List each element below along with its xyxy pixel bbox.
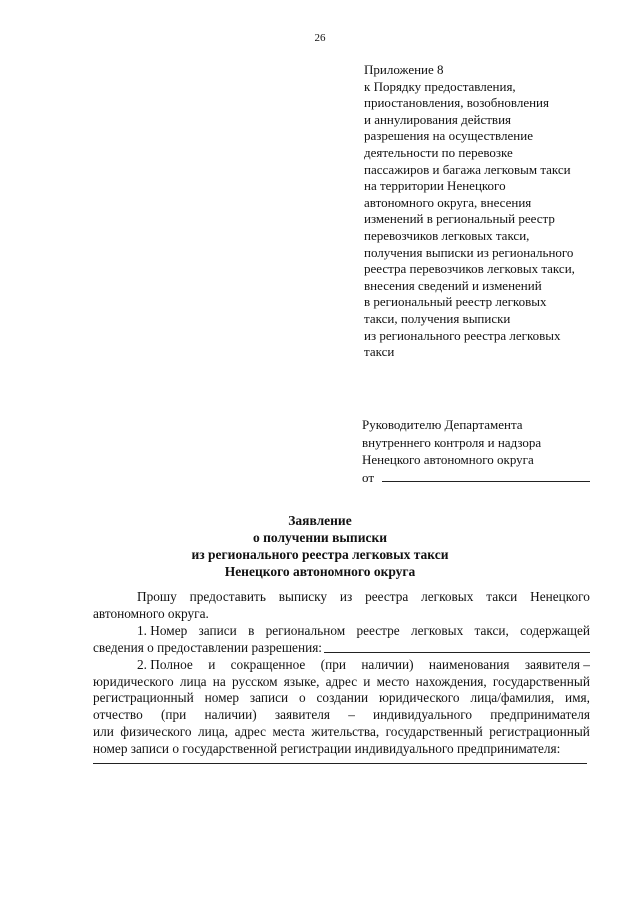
body-word: (при xyxy=(160,707,187,723)
appendix-line: из регионального реестра легковых xyxy=(364,327,561,343)
title-line: из регионального реестра легковых такси xyxy=(191,547,449,562)
appendix-line: на территории Ненецкого xyxy=(364,178,506,194)
addressee-line: Руководителю Департамента xyxy=(362,417,523,432)
body-word: государственный xyxy=(385,724,483,740)
appendix-reference xyxy=(364,62,624,361)
document-title xyxy=(0,512,640,580)
body-line xyxy=(93,690,590,707)
body-word: 2. Полное xyxy=(137,656,193,672)
body-word: русском xyxy=(232,673,278,689)
body-line xyxy=(93,623,590,640)
appendix-line: перевозчиков легковых такси, xyxy=(364,227,530,243)
body-word: наличии) xyxy=(361,656,414,672)
body-word: нахождения, xyxy=(415,673,487,689)
body-word: Ненецкого xyxy=(530,589,590,604)
from-label: от xyxy=(362,469,375,485)
appendix-line: автономного округа, внесения xyxy=(364,194,532,210)
body-word: заявителя xyxy=(274,707,331,723)
body-word: и xyxy=(208,656,216,672)
body-word: в xyxy=(248,622,255,638)
body-word: наименования xyxy=(428,656,510,672)
body-line xyxy=(93,657,590,674)
title-line: Заявление xyxy=(288,513,352,528)
body-word: юридического xyxy=(93,673,174,689)
appendix-line: такси, получения выписки xyxy=(364,310,511,326)
body-word: легковых xyxy=(410,622,464,638)
title-line: о получении выписки xyxy=(252,530,388,545)
body-word: физического xyxy=(120,724,192,740)
appendix-line: деятельности по перевозке xyxy=(364,144,513,160)
body-word: лица, xyxy=(197,724,229,740)
body-word: адрес xyxy=(234,724,267,740)
appendix-line: пассажиров и багажа легковым такси xyxy=(364,161,571,177)
body-word: на xyxy=(212,673,226,689)
body-word: из xyxy=(339,589,353,604)
appendix-line: приостановления, возобновления xyxy=(364,95,549,111)
appendix-line: в региональный реестр легковых xyxy=(364,294,547,310)
body-line-text: сведения о предоставлении разрешения: xyxy=(93,639,323,655)
appendix-line: и аннулирования действия xyxy=(364,111,512,127)
body-word: заявителя – xyxy=(524,656,590,672)
body-word: реестре xyxy=(356,622,400,638)
record-number-blank-field[interactable] xyxy=(324,640,590,653)
body-line xyxy=(93,606,590,623)
body-line xyxy=(93,674,590,691)
body-word: лица xyxy=(179,673,207,689)
body-word: записи xyxy=(198,622,237,638)
body-word: наличии) xyxy=(204,707,257,723)
body-word: 1. Номер xyxy=(137,622,188,638)
body-word: региональном xyxy=(265,622,346,638)
body-word: Прошу xyxy=(137,589,177,604)
body-word: регистрационный xyxy=(489,724,590,740)
from-blank-field[interactable] xyxy=(382,469,590,482)
appendix-line: изменений в региональный реестр xyxy=(364,211,555,227)
body-word: место xyxy=(376,673,410,689)
appendix-line: реестра перевозчиков легковых такси, xyxy=(364,261,575,277)
applicant-details-blank-field[interactable] xyxy=(93,763,587,764)
addressee-block xyxy=(362,416,612,486)
body-word: такси xyxy=(486,589,518,604)
from-line xyxy=(362,469,612,487)
body-word: создании xyxy=(316,690,369,706)
appendix-line: Приложение 8 xyxy=(364,62,444,77)
body-word: сокращенное xyxy=(230,656,306,672)
addressee-line: внутреннего контроля и надзора xyxy=(362,434,542,450)
body-line xyxy=(93,589,590,606)
appendix-line: к Порядку предоставления, xyxy=(364,78,516,94)
body-word: о xyxy=(299,690,306,706)
title-line: Ненецкого автономного округа xyxy=(224,564,416,579)
body-word: лица/фамилия, xyxy=(470,690,555,706)
body-word: предоставить xyxy=(189,589,266,604)
body-word: номер xyxy=(204,690,240,706)
body-line-text: автономного округа. xyxy=(93,605,209,621)
body-word: имя, xyxy=(565,690,590,706)
page-number: 26 xyxy=(314,32,326,44)
body-word: содержащей xyxy=(520,622,590,638)
body-word: языке, xyxy=(283,673,320,689)
body-word: выписку xyxy=(278,589,328,604)
body-word: государственный xyxy=(492,673,590,689)
body-word: места xyxy=(272,724,305,740)
addressee-line: Ненецкого автономного округа xyxy=(362,452,534,467)
body-word: такси, xyxy=(474,622,509,638)
appendix-line: получения выписки из регионального xyxy=(364,244,574,260)
body-word: юридического xyxy=(378,690,460,706)
body-word: легковых xyxy=(421,589,474,604)
body-word: записи xyxy=(249,690,289,706)
body-word: жительства, xyxy=(311,724,380,740)
body-line xyxy=(93,741,590,758)
application-body xyxy=(93,589,590,758)
body-word: и xyxy=(363,673,371,689)
body-word: регистрационный xyxy=(93,690,194,706)
body-word: – xyxy=(348,707,355,723)
body-line xyxy=(93,640,590,657)
appendix-line: такси xyxy=(364,344,395,360)
body-word: (при xyxy=(320,656,346,672)
body-line-text: номер записи о государственной регистрации индивидуального предпринимателя: xyxy=(93,741,561,757)
appendix-line: разрешения на осуществление xyxy=(364,128,533,144)
body-word: реестра xyxy=(365,589,409,604)
body-word: адрес xyxy=(325,673,358,689)
body-word: предпринимателя xyxy=(490,707,590,723)
body-line xyxy=(93,724,590,741)
appendix-line: внесения сведений и изменений xyxy=(364,277,542,293)
body-line xyxy=(93,707,590,724)
body-word: отчество xyxy=(93,707,143,723)
body-word: или xyxy=(93,724,114,740)
body-word: индивидуального xyxy=(373,707,473,723)
